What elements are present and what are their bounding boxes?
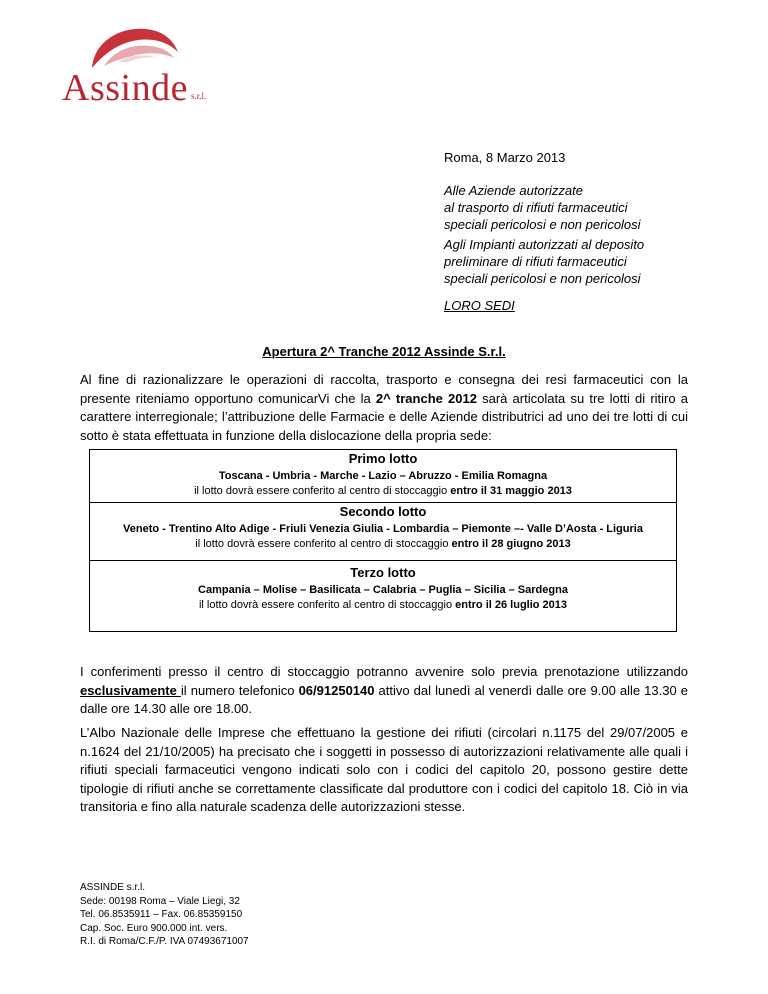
document-title: Apertura 2^ Tranche 2012 Assinde S.r.l.	[262, 344, 506, 359]
logo-suffix: s.r.l.	[191, 91, 207, 101]
divider	[90, 502, 676, 503]
loro-sedi: LORO SEDI	[444, 298, 515, 313]
footer-line: Cap. Soc. Euro 900.000 int. vers.	[80, 922, 228, 934]
lot-name: Primo lotto	[348, 451, 418, 466]
footer-line: R.I. di Roma/C.F./P. IVA 07493671007	[80, 936, 249, 947]
lot-regions: Campania – Molise – Basilicata – Calabria – Puglia – Sicilia – Sardegna	[198, 584, 568, 596]
phone-number: 06/91250140	[298, 682, 375, 698]
lot-name: Terzo lotto	[350, 565, 416, 580]
recipient-line: preliminare di rifiuti farmaceutici	[444, 254, 627, 269]
lot-regions: Toscana - Umbria - Marche - Lazio – Abruzzo - Emilia Romagna	[218, 470, 548, 482]
booking-paragraph	[80, 663, 688, 719]
lot-deadline: entro il 28 giugno 2013	[451, 538, 571, 550]
intro-text: Al fine di razionalizzare le operazioni di raccolta, trasporto e consegna dei resi farmaceutici con la presente riteniamo opportuno comunicarVi che la	[80, 372, 688, 406]
lot-3	[90, 565, 676, 611]
lot-1	[90, 451, 676, 497]
lot-name: Secondo lotto	[339, 504, 427, 519]
footer-line: Sede: 00198 Roma – Viale Liegi, 32	[80, 895, 240, 907]
footer-line: ASSINDE s.r.l.	[80, 882, 146, 893]
letter-date: Roma, 8 Marzo 2013	[444, 150, 566, 165]
recipient-line: Agli Impianti autorizzati al deposito	[444, 237, 645, 252]
intro-paragraph	[80, 371, 688, 445]
logo-wordmark: Assinde	[62, 67, 188, 109]
booking-text-2: il numero telefonico	[180, 682, 299, 698]
divider	[90, 560, 676, 561]
lot-note: il lotto dovrà essere conferito al centro di stoccaggio entro il 28 giugno 2013	[195, 538, 571, 550]
recipient-block-1	[444, 182, 641, 233]
recipient-block-2	[444, 236, 644, 287]
lot-deadline: entro il 31 maggio 2013	[450, 485, 572, 497]
company-logo	[60, 22, 210, 112]
booking-emphasis: esclusivamente	[80, 682, 181, 698]
footer-company-info	[80, 881, 249, 949]
footer-line: Tel. 06.8535911 – Fax. 06.85359150	[80, 909, 243, 920]
recipient-line: al trasporto di rifiuti farmaceutici	[444, 200, 628, 215]
recipient-line: Alle Aziende autorizzate	[444, 183, 583, 198]
booking-text-3: attivo dal lunedì al venerdì dalle ore 9.00 alle 13.30 e dalle ore 14.30 alle ore 18.00.	[80, 682, 688, 716]
lot-regions: Veneto - Trentino Alto Adige - Friuli Venezia Giulia - Lombardia – Piemonte –- Valle D’Aosta - Liguria	[123, 523, 643, 535]
lot-note: il lotto dovrà essere conferito al centro di stoccaggio entro il 31 maggio 2013	[194, 485, 572, 497]
lot-note: il lotto dovrà essere conferito al centro di stoccaggio entro il 26 luglio 2013	[198, 599, 568, 611]
albo-paragraph: L’Albo Nazionale delle Imprese che effettuano la gestione dei rifiuti (circolari n.1175 del 29/07/2005 e n.1624 del 21/10/2005) ha precisato che i soggetti in possesso di autorizzazioni relativamente alle quali i rifiuti speciali farmaceutici vengono indicati solo con i codici del capitolo 20, possono gestire dette tipologie di rifiuti anche se correttamente classificate dal produttore con i codici del capitolo 18. Ciò in via transitoria e fino alla naturale scadenza delle autorizzazioni stesse.	[80, 725, 688, 814]
booking-text: I conferimenti presso il centro di stoccaggio potranno avvenire solo previa prenotazione utilizzando	[80, 664, 688, 679]
lots-box	[89, 449, 677, 632]
lot-2	[90, 504, 676, 550]
intro-text-2: sarà articolata su tre lotti di ritiro a carattere interregionale; l’attribuzione delle Farmacie e delle Aziende distributrici ad uno dei tre lotti di cui sotto è stata effettuata in funzione della dislocazione della propria sede:	[80, 390, 688, 443]
recipient-line: speciali pericolosi e non pericolosi	[444, 217, 641, 232]
lot-deadline: entro il 26 luglio 2013	[455, 599, 568, 611]
intro-bold: 2^ tranche 2012	[375, 390, 477, 406]
recipient-line: speciali pericolosi e non pericolosi	[444, 271, 641, 286]
